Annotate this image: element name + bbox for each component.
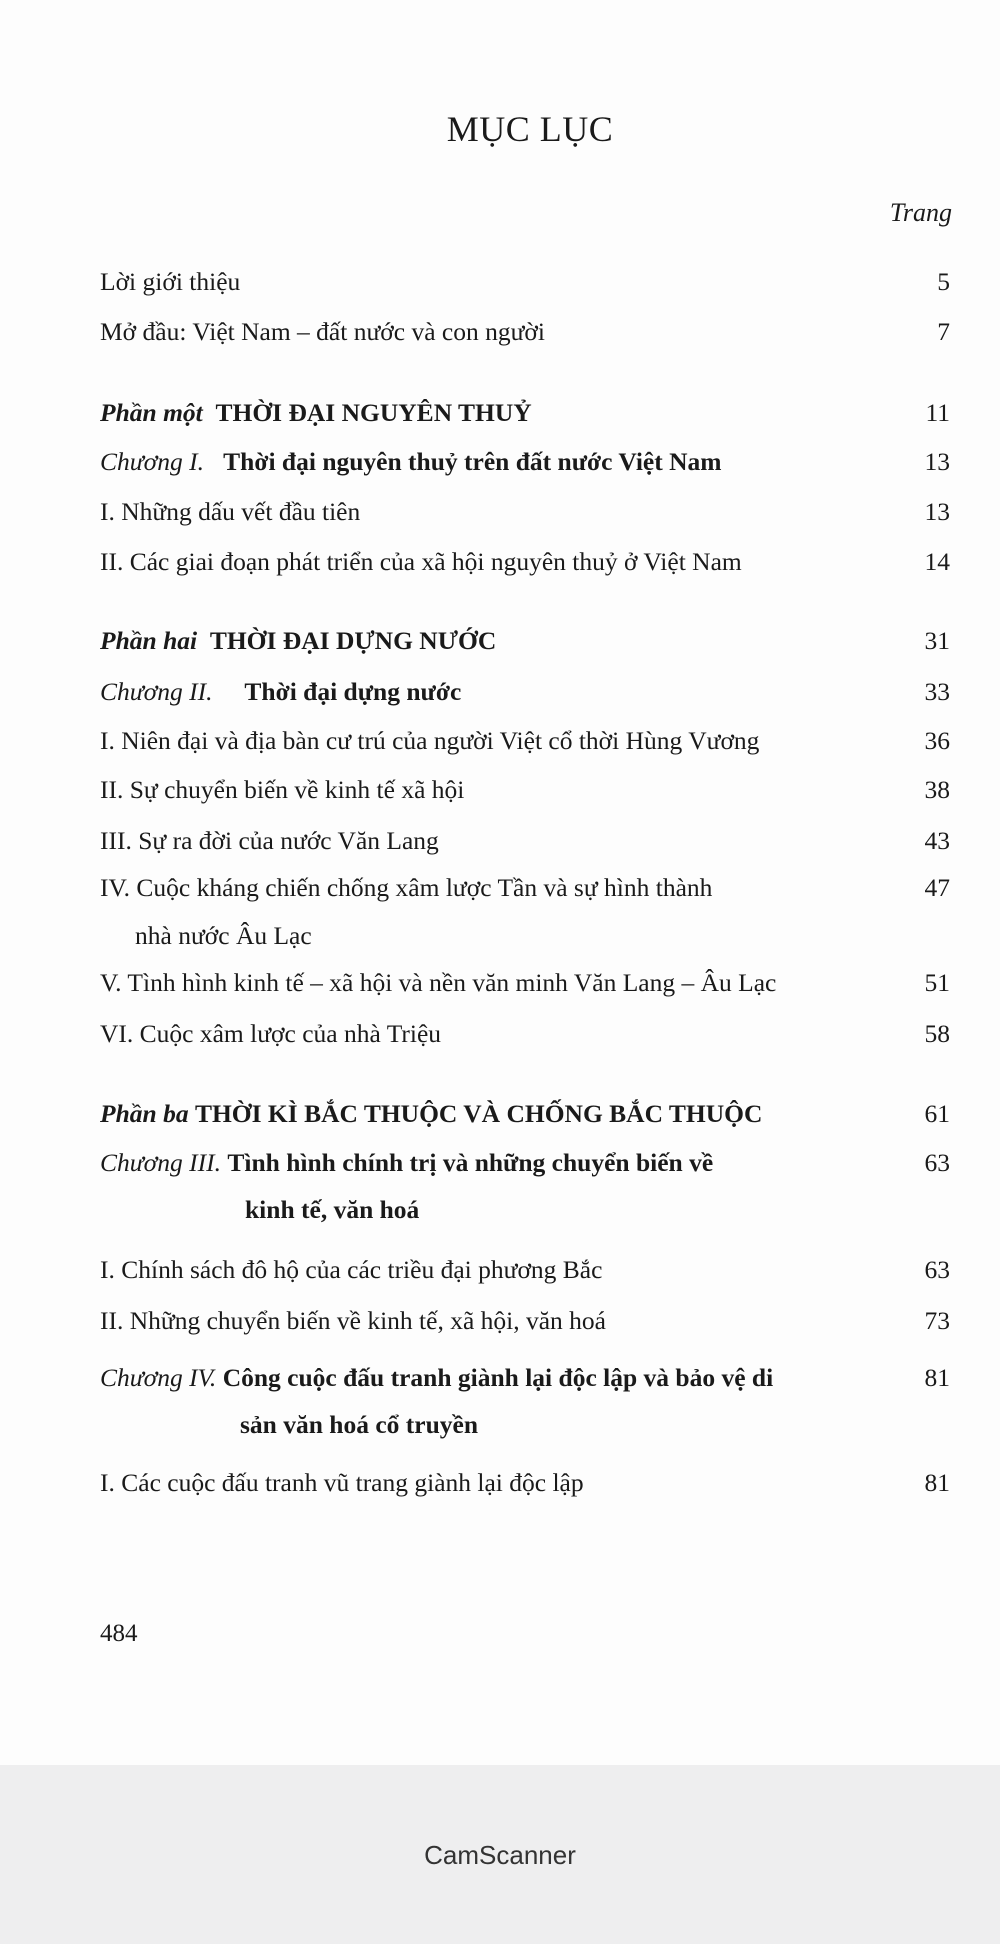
- entry-text: IV. Cuộc kháng chiến chống xâm lược Tần và sự hình thành: [100, 873, 713, 902]
- entry-text: III. Sự ra đời của nước Văn Lang: [100, 826, 439, 855]
- toc-entry: [100, 724, 950, 758]
- entry-text: I. Các cuộc đấu tranh vũ trang giành lại độc lập: [100, 1468, 584, 1497]
- entry-page: 33: [924, 677, 950, 706]
- entry-page: 63: [924, 1148, 950, 1177]
- entry-text: II. Những chuyển biến về kinh tế, xã hội, văn hoá: [100, 1306, 606, 1335]
- entry-page: 47: [924, 873, 950, 902]
- page-title: MỤC LỤC: [446, 109, 614, 149]
- toc-chapter: [100, 675, 950, 709]
- chapter-label: Chương I.: [100, 447, 205, 476]
- toc-entry: [100, 315, 950, 349]
- chapter-label: Chương II.: [100, 677, 213, 706]
- entry-text: Mở đầu: Việt Nam – đất nước và con người: [100, 317, 545, 346]
- entry-page: 81: [924, 1468, 950, 1497]
- toc-part: [100, 624, 950, 658]
- part-label: Phần hai: [100, 626, 198, 655]
- entry-page: 58: [924, 1019, 950, 1048]
- entry-text: VI. Cuộc xâm lược của nhà Triệu: [100, 1019, 442, 1048]
- toc-entry: [100, 265, 950, 299]
- entry-page: 38: [924, 775, 950, 804]
- entry-text: Lời giới thiệu: [100, 267, 241, 296]
- toc-entry: [100, 545, 950, 579]
- entry-page: 73: [924, 1306, 950, 1335]
- entry-page: 31: [924, 626, 950, 655]
- entry-page: 51: [924, 968, 950, 997]
- entry-continuation: nhà nước Âu Lạc: [135, 921, 312, 950]
- entry-page: 14: [924, 547, 950, 576]
- toc-entry: [100, 1017, 950, 1051]
- toc-part: [100, 1097, 950, 1131]
- entry-page: 7: [937, 317, 950, 346]
- chapter-title: Công cuộc đấu tranh giành lại độc lập và bảo vệ di: [222, 1363, 774, 1392]
- toc-entry: [100, 1466, 950, 1500]
- chapter-label: Chương IV.: [100, 1363, 217, 1392]
- chapter-title-continuation: sản văn hoá cổ truyền: [240, 1410, 479, 1439]
- entry-text: II. Các giai đoạn phát triển của xã hội nguyên thuỷ ở Việt Nam: [100, 547, 742, 576]
- toc-chapter: [100, 1146, 950, 1180]
- toc-entry: [100, 824, 950, 858]
- entry-page: 13: [924, 447, 950, 476]
- chapter-title-continuation: kinh tế, văn hoá: [245, 1195, 420, 1224]
- entry-text: V. Tình hình kinh tế – xã hội và nền văn minh Văn Lang – Âu Lạc: [100, 968, 777, 997]
- toc-entry: [100, 871, 950, 905]
- page-column-label: Trang: [889, 198, 952, 227]
- page-number: 484: [100, 1620, 138, 1647]
- chapter-title: Thời đại nguyên thuỷ trên đất nước Việt Nam: [223, 447, 722, 476]
- entry-page: 81: [924, 1363, 950, 1392]
- entry-page: 36: [924, 726, 950, 755]
- entry-page: 5: [937, 267, 950, 296]
- entry-text: II. Sự chuyển biến về kinh tế xã hội: [100, 775, 465, 804]
- part-label: Phần một: [100, 398, 203, 427]
- chapter-label: Chương III.: [100, 1148, 222, 1177]
- entry-text: I. Chính sách đô hộ của các triều đại phương Bắc: [100, 1255, 603, 1284]
- entry-page: 63: [924, 1255, 950, 1284]
- entry-page: 61: [924, 1099, 950, 1128]
- part-title: THỜI ĐẠI DỰNG NƯỚC: [209, 626, 497, 655]
- entry-page: 43: [924, 826, 950, 855]
- part-title: THỜI ĐẠI NGUYÊN THUỶ: [215, 398, 532, 427]
- toc-chapter: [100, 445, 950, 479]
- entry-text: I. Niên đại và địa bàn cư trú của người Việt cổ thời Hùng Vương: [100, 726, 760, 755]
- toc-entry: [100, 495, 950, 529]
- part-title: THỜI KÌ BẮC THUỘC VÀ CHỐNG BẮC THUỘC: [194, 1099, 763, 1128]
- toc-part: [100, 396, 950, 430]
- part-label: Phần ba: [100, 1099, 189, 1128]
- toc-entry: [100, 1304, 950, 1338]
- entry-page: 13: [924, 497, 950, 526]
- entry-page: 11: [925, 398, 950, 427]
- toc-chapter: [100, 1361, 950, 1395]
- entry-text: I. Những dấu vết đầu tiên: [100, 497, 361, 526]
- toc-entry: [100, 966, 950, 1000]
- chapter-title: Thời đại dựng nước: [244, 677, 462, 706]
- chapter-title: Tình hình chính trị và những chuyển biến về: [227, 1148, 714, 1177]
- toc-entry: [100, 1253, 950, 1287]
- camscanner-watermark: CamScanner: [424, 1840, 576, 1870]
- toc-entry: [100, 773, 950, 807]
